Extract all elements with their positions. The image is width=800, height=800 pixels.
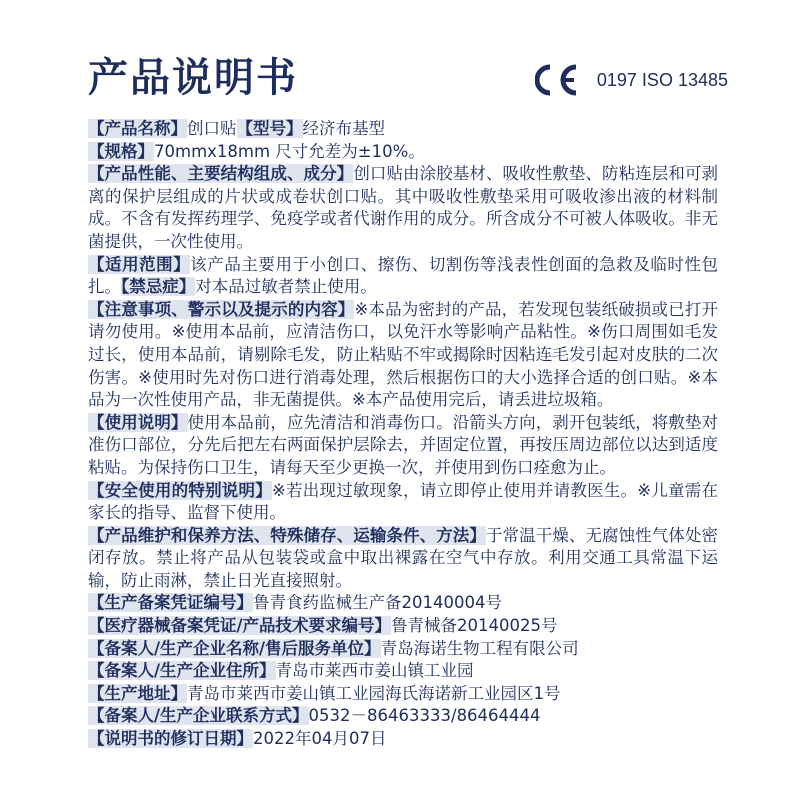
label-product-name: 【产品名称】: [88, 119, 187, 138]
text-production-address: 青岛市莱西市姜山镇工业园海氏海诺新工业园区1号: [187, 683, 561, 703]
text-storage: 于常温干燥、无腐蚀性气体处密闭存放。禁止将产品从包装袋或盒中取出裸露在空气中存放。利用交通工具常温下运输，防止雨淋，禁止日光直接照射。: [88, 525, 719, 590]
label-contraindications: 【禁忌症】: [121, 277, 196, 297]
text-contraindications: 对本品过敏者禁止使用。: [195, 277, 377, 297]
document-body: [88, 118, 718, 751]
label-model: 【型号】: [236, 119, 303, 138]
text-instructions: 使用本品前，应先清洁和消毒伤口。沿箭头方向，剥开包装纸，将敷垫对准伤口部位，分先后把左右两面保护层除去，并固定位置，再按压周边部位以达到适度粘贴。为保持伤口卫生，请每天至少更换一次，并使用到伤口痊愈为止。: [88, 412, 719, 477]
label-company-address: 【备案人/生产企业住所】: [88, 661, 276, 681]
label-performance: 【产品性能、主要结构组成、成分】: [88, 164, 354, 184]
section-production-record: [88, 592, 718, 615]
label-specification: 【规格】: [88, 141, 154, 161]
text-contact: 0532－86463333/86464444: [308, 706, 541, 726]
section-instructions: [88, 412, 718, 480]
text-performance: 创口贴由涂胶基材、吸收性敷垫、防粘连层和可剥离的保护层组成的片状或成卷状创口贴。其中吸收性敷垫采用可吸收渗出液的材料制成。不含有发挥药理学、免疫学或者代谢作用的成分。所含成分不可被人体吸收。非无菌提供，一次性使用。: [88, 164, 719, 251]
label-scope: 【适用范围】: [88, 254, 191, 274]
label-company-name: 【备案人/生产企业名称/售后服务单位】: [88, 638, 381, 658]
section-product-name: [88, 118, 718, 141]
section-performance: [88, 163, 718, 253]
text-specification: 70mmx18mm 尺寸允差为±10%。: [154, 141, 425, 161]
text-production-record: 鲁青食药监械生产备20140004号: [253, 593, 502, 613]
section-scope: [88, 254, 718, 299]
text-safety: ※若出现过敏现象，请立即停止使用并请教医生。※儿童需在家长的指导、监督下使用。: [88, 480, 718, 523]
page-title: 产品说明书: [88, 55, 298, 101]
section-device-record: [88, 615, 718, 638]
label-precautions: 【注意事项、警示以及提示的内容】: [88, 299, 355, 319]
text-precautions: ※本品为密封的产品，若发现包装纸破损或已打开请勿使用。※使用本品前，应清洁伤口，以免汗水等影响产品粘性。※伤口周围如毛发过长，使用本品前，请剔除毛发，防止粘贴不牢或揭除时因粘连毛发引起对皮肤的二次伤害。※使用时先对伤口进行消毒处理，然后根据伤口的大小选择合适的创口贴。※本品为一次性使用产品，非无菌提供。※本产品使用完后，请丢进垃圾箱。: [88, 299, 718, 410]
label-production-address: 【生产地址】: [88, 683, 187, 703]
certification-block: [535, 64, 728, 96]
text-company-address: 青岛市莱西市姜山镇工业园: [275, 661, 474, 681]
label-production-record: 【生产备案凭证编号】: [88, 593, 253, 613]
certification-code: 0197 ISO 13485: [596, 69, 728, 90]
text-model: 经济布基型: [302, 119, 385, 138]
header: [88, 52, 728, 108]
section-company-address: [88, 660, 718, 683]
section-specification: [88, 141, 718, 164]
text-product-name: 创口贴: [187, 119, 237, 138]
section-production-address: [88, 683, 718, 706]
text-revision-date: 2022年04月07日: [253, 729, 387, 749]
label-safety: 【安全使用的特别说明】: [88, 480, 272, 500]
text-scope: 该产品主要用于小创口、擦伤、切割伤等浅表性创面的急救及临时性包扎。: [88, 254, 719, 297]
section-safety: [88, 480, 718, 525]
section-storage: [88, 525, 718, 593]
section-contact: [88, 705, 718, 728]
label-device-record: 【医疗器械备案凭证/产品技术要求编号】: [88, 616, 392, 636]
label-instructions: 【使用说明】: [88, 412, 188, 432]
text-device-record: 鲁青械备20140025号: [391, 616, 558, 636]
section-revision-date: [88, 728, 718, 751]
section-precautions: [88, 299, 718, 412]
section-company-name: [88, 638, 718, 661]
label-storage: 【产品维护和保养方法、特殊储存、运输条件、方法】: [88, 525, 486, 545]
text-company-name: 青岛海诺生物工程有限公司: [380, 638, 579, 658]
ce-mark-icon: [535, 64, 585, 96]
label-contact: 【备案人/生产企业联系方式】: [88, 706, 309, 726]
label-revision-date: 【说明书的修订日期】: [88, 729, 253, 749]
